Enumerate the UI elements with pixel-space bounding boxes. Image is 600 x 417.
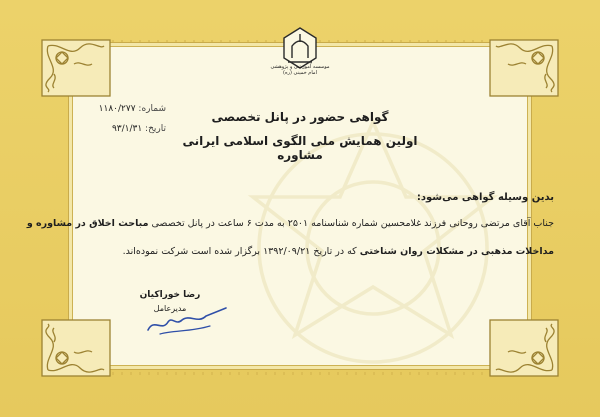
body-line-1-text: جناب آقای مرتضی روحانی فرزند غلامحسین شماره شناسنامه ۲۵۰۱ به مدت ۶ ساعت در پانل تخصصی xyxy=(151,218,554,229)
certificate-date-label: تاریخ: xyxy=(145,124,166,134)
handwritten-signature-icon xyxy=(140,302,230,338)
certificate-number-label: شماره: xyxy=(138,104,166,114)
body-line-2-text: که در تاریخ ۱۳۹۲/۰۹/۲۱ برگزار شده است شرکت نموده‌اند. xyxy=(122,246,357,257)
panel-topic-part-2: مداخلات مذهبی در مشکلات روان شناختی xyxy=(359,246,554,257)
event-title: اولین همایش ملی الگوی اسلامی ایرانی مشاوره xyxy=(182,134,418,162)
logo-caption: موسسه آموزشی و پژوهشی امام خمینی (ره) xyxy=(270,64,330,76)
corner-ornament-icon xyxy=(40,38,112,98)
certificate-title: گواهی حضور در پانل تخصصی xyxy=(211,110,389,124)
certificate-number xyxy=(86,104,166,114)
panel-topic-part-1: مباحث اخلاق در مشاوره و xyxy=(26,218,149,229)
certificate-date-value: ۹۳/۱/۳۱ xyxy=(111,124,143,134)
certificate-date xyxy=(86,124,166,134)
signatory-name: رضا خوراکیان xyxy=(139,290,201,300)
signatory-title: مدیرعامل xyxy=(153,304,187,313)
corner-ornament-icon xyxy=(40,318,112,378)
corner-ornament-icon xyxy=(488,318,560,378)
body-line-1 xyxy=(26,218,554,229)
corner-ornament-icon xyxy=(488,38,560,98)
certificate-number-value: ۱۱۸۰/۲۷۷ xyxy=(98,104,136,114)
body-line-2 xyxy=(100,246,554,257)
intro-line: بدین وسیله گواهی می‌شود: xyxy=(416,192,554,203)
